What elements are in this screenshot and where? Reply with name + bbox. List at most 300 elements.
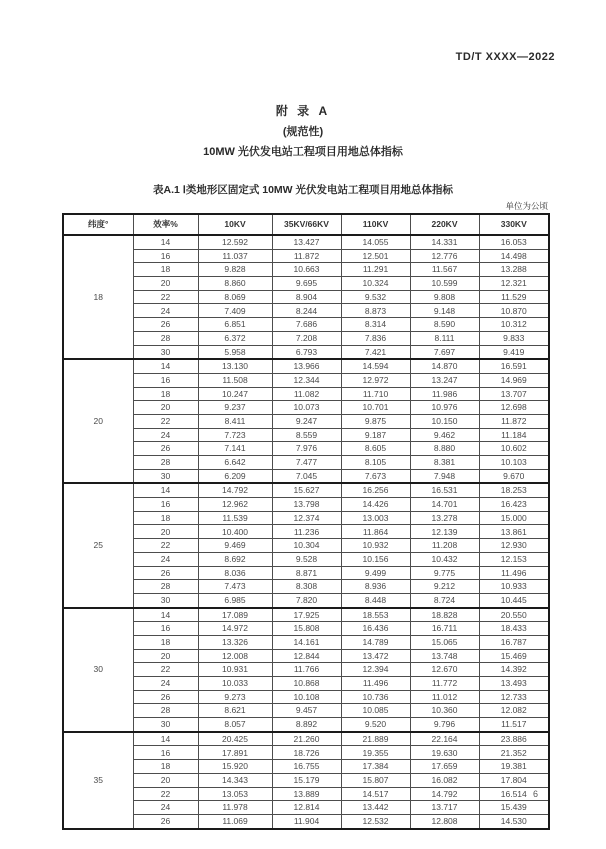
value-cell: 11.978	[198, 801, 272, 815]
efficiency-cell: 30	[133, 345, 198, 359]
value-cell: 10.933	[479, 580, 549, 594]
value-cell: 12.670	[410, 663, 479, 677]
value-cell: 10.400	[198, 525, 272, 539]
value-cell: 16.082	[410, 773, 479, 787]
value-cell: 13.326	[198, 635, 272, 649]
value-cell: 21.889	[341, 732, 410, 746]
table-row	[63, 566, 549, 580]
value-cell: 7.045	[272, 469, 341, 483]
efficiency-cell: 14	[133, 732, 198, 746]
value-cell: 16.787	[479, 635, 549, 649]
value-cell: 8.559	[272, 428, 341, 442]
value-cell: 7.686	[272, 318, 341, 332]
value-cell: 9.796	[410, 718, 479, 732]
table-row	[63, 428, 549, 442]
table-row	[63, 387, 549, 401]
table-row	[63, 677, 549, 691]
table-row	[63, 814, 549, 828]
appendix-heading: 10MW 光伏发电站工程项目用地总体指标	[203, 146, 403, 158]
value-cell: 9.532	[341, 290, 410, 304]
efficiency-cell: 28	[133, 580, 198, 594]
value-cell: 15.807	[341, 773, 410, 787]
value-cell: 11.710	[341, 387, 410, 401]
value-cell: 13.966	[272, 359, 341, 373]
value-cell: 11.037	[198, 249, 272, 263]
table-header	[63, 214, 549, 235]
value-cell: 11.529	[479, 290, 549, 304]
value-cell: 10.976	[410, 401, 479, 415]
value-cell: 12.776	[410, 249, 479, 263]
efficiency-cell: 24	[133, 801, 198, 815]
value-cell: 12.972	[341, 373, 410, 387]
efficiency-cell: 18	[133, 760, 198, 774]
table-row	[63, 760, 549, 774]
efficiency-cell: 22	[133, 787, 198, 801]
value-cell: 8.873	[341, 304, 410, 318]
value-cell: 12.153	[479, 552, 549, 566]
value-cell: 14.392	[479, 663, 549, 677]
value-cell: 17.089	[198, 608, 272, 622]
value-cell: 13.053	[198, 787, 272, 801]
table-row	[63, 649, 549, 663]
value-cell: 11.517	[479, 718, 549, 732]
value-cell: 12.698	[479, 401, 549, 415]
efficiency-cell: 18	[133, 263, 198, 277]
value-cell: 9.528	[272, 552, 341, 566]
value-cell: 10.445	[479, 593, 549, 607]
table-row	[63, 593, 549, 607]
value-cell: 14.792	[410, 787, 479, 801]
value-cell: 9.273	[198, 690, 272, 704]
value-cell: 20.550	[479, 608, 549, 622]
value-cell: 14.331	[410, 235, 479, 249]
efficiency-cell: 16	[133, 373, 198, 387]
value-cell: 21.352	[479, 746, 549, 760]
value-cell: 16.423	[479, 498, 549, 512]
value-cell: 10.599	[410, 277, 479, 291]
value-cell: 9.875	[341, 414, 410, 428]
table-row	[63, 622, 549, 636]
value-cell: 13.003	[341, 511, 410, 525]
value-cell: 10.033	[198, 677, 272, 691]
value-cell: 13.442	[341, 801, 410, 815]
value-cell: 8.605	[341, 442, 410, 456]
value-cell: 13.493	[479, 677, 549, 691]
value-cell: 8.111	[410, 331, 479, 345]
value-cell: 6.985	[198, 593, 272, 607]
efficiency-cell: 16	[133, 622, 198, 636]
column-header: 220KV	[410, 214, 479, 235]
table-row	[63, 277, 549, 291]
value-cell: 13.247	[410, 373, 479, 387]
value-cell: 14.055	[341, 235, 410, 249]
doc-code: TD/T XXXX—2022	[455, 51, 555, 63]
table-body	[63, 235, 549, 829]
value-cell: 9.462	[410, 428, 479, 442]
value-cell: 11.864	[341, 525, 410, 539]
value-cell: 8.105	[341, 456, 410, 470]
value-cell: 9.670	[479, 469, 549, 483]
value-cell: 10.324	[341, 277, 410, 291]
column-header: 110KV	[341, 214, 410, 235]
value-cell: 10.247	[198, 387, 272, 401]
table-row	[63, 414, 549, 428]
value-cell: 12.592	[198, 235, 272, 249]
efficiency-cell: 18	[133, 387, 198, 401]
value-cell: 8.448	[341, 593, 410, 607]
value-cell: 16.436	[341, 622, 410, 636]
value-cell: 9.828	[198, 263, 272, 277]
efficiency-cell: 24	[133, 677, 198, 691]
table-row	[63, 373, 549, 387]
column-header: 330KV	[479, 214, 549, 235]
value-cell: 11.069	[198, 814, 272, 828]
table-row	[63, 483, 549, 497]
page-number: 6	[533, 789, 539, 799]
value-cell: 9.775	[410, 566, 479, 580]
value-cell: 11.567	[410, 263, 479, 277]
value-cell: 14.498	[479, 249, 549, 263]
appendix-normative-label: (规范性)	[282, 126, 324, 138]
value-cell: 19.630	[410, 746, 479, 760]
table-row	[63, 263, 549, 277]
value-cell: 8.892	[272, 718, 341, 732]
value-cell: 20.425	[198, 732, 272, 746]
value-cell: 12.321	[479, 277, 549, 291]
value-cell: 18.828	[410, 608, 479, 622]
value-cell: 10.085	[341, 704, 410, 718]
table-row	[63, 359, 549, 373]
value-cell: 11.496	[341, 677, 410, 691]
efficiency-cell: 18	[133, 511, 198, 525]
appendix-title: 附 录 A	[275, 104, 331, 118]
value-cell: 6.642	[198, 456, 272, 470]
value-cell: 17.804	[479, 773, 549, 787]
efficiency-cell: 20	[133, 525, 198, 539]
value-cell: 13.717	[410, 801, 479, 815]
value-cell: 16.256	[341, 483, 410, 497]
efficiency-cell: 18	[133, 635, 198, 649]
value-cell: 9.499	[341, 566, 410, 580]
value-cell: 14.969	[479, 373, 549, 387]
value-cell: 8.590	[410, 318, 479, 332]
value-cell: 11.012	[410, 690, 479, 704]
table-row	[63, 787, 549, 801]
table-row	[63, 663, 549, 677]
table-row	[63, 580, 549, 594]
value-cell: 8.904	[272, 290, 341, 304]
value-cell: 8.871	[272, 566, 341, 580]
efficiency-cell: 26	[133, 690, 198, 704]
value-cell: 8.314	[341, 318, 410, 332]
value-cell: 7.477	[272, 456, 341, 470]
value-cell: 19.355	[341, 746, 410, 760]
value-cell: 10.736	[341, 690, 410, 704]
value-cell: 10.868	[272, 677, 341, 691]
table-row	[63, 235, 549, 249]
value-cell: 8.860	[198, 277, 272, 291]
value-cell: 12.844	[272, 649, 341, 663]
value-cell: 12.501	[341, 249, 410, 263]
value-cell: 8.036	[198, 566, 272, 580]
table-row	[63, 469, 549, 483]
value-cell: 8.411	[198, 414, 272, 428]
latitude-cell: 20	[63, 359, 133, 483]
indicator-table	[62, 213, 550, 830]
efficiency-cell: 24	[133, 552, 198, 566]
value-cell: 9.808	[410, 290, 479, 304]
value-cell: 22.164	[410, 732, 479, 746]
value-cell: 16.053	[479, 235, 549, 249]
value-cell: 10.312	[479, 318, 549, 332]
value-cell: 18.253	[479, 483, 549, 497]
table-row	[63, 331, 549, 345]
value-cell: 13.288	[479, 263, 549, 277]
efficiency-cell: 14	[133, 359, 198, 373]
efficiency-cell: 20	[133, 649, 198, 663]
table-row	[63, 552, 549, 566]
efficiency-cell: 26	[133, 318, 198, 332]
value-cell: 14.530	[479, 814, 549, 828]
value-cell: 11.184	[479, 428, 549, 442]
value-cell: 10.602	[479, 442, 549, 456]
value-cell: 7.409	[198, 304, 272, 318]
value-cell: 8.880	[410, 442, 479, 456]
efficiency-cell: 28	[133, 704, 198, 718]
value-cell: 8.621	[198, 704, 272, 718]
latitude-cell: 35	[63, 732, 133, 829]
value-cell: 10.103	[479, 456, 549, 470]
value-cell: 6.209	[198, 469, 272, 483]
value-cell: 10.931	[198, 663, 272, 677]
value-cell: 21.260	[272, 732, 341, 746]
value-cell: 17.891	[198, 746, 272, 760]
efficiency-cell: 26	[133, 442, 198, 456]
value-cell: 12.962	[198, 498, 272, 512]
value-cell: 16.711	[410, 622, 479, 636]
efficiency-cell: 30	[133, 469, 198, 483]
table-row	[63, 249, 549, 263]
value-cell: 12.374	[272, 511, 341, 525]
efficiency-cell: 26	[133, 566, 198, 580]
value-cell: 13.889	[272, 787, 341, 801]
value-cell: 10.150	[410, 414, 479, 428]
value-cell: 13.427	[272, 235, 341, 249]
value-cell: 7.673	[341, 469, 410, 483]
value-cell: 15.000	[479, 511, 549, 525]
value-cell: 12.930	[479, 539, 549, 553]
value-cell: 9.247	[272, 414, 341, 428]
table-row	[63, 746, 549, 760]
efficiency-cell: 28	[133, 331, 198, 345]
value-cell: 11.772	[410, 677, 479, 691]
value-cell: 8.308	[272, 580, 341, 594]
efficiency-cell: 30	[133, 593, 198, 607]
value-cell: 12.394	[341, 663, 410, 677]
value-cell: 18.726	[272, 746, 341, 760]
value-cell: 9.695	[272, 277, 341, 291]
value-cell: 10.932	[341, 539, 410, 553]
table-row	[63, 690, 549, 704]
efficiency-cell: 22	[133, 290, 198, 304]
value-cell: 12.344	[272, 373, 341, 387]
table-caption: 表A.1 Ⅰ类地形区固定式 10MW 光伏发电站工程项目用地总体指标	[152, 184, 454, 196]
value-cell: 9.237	[198, 401, 272, 415]
value-cell: 12.814	[272, 801, 341, 815]
value-cell: 17.384	[341, 760, 410, 774]
efficiency-cell: 22	[133, 414, 198, 428]
value-cell: 10.304	[272, 539, 341, 553]
table-row	[63, 704, 549, 718]
value-cell: 10.156	[341, 552, 410, 566]
value-cell: 9.148	[410, 304, 479, 318]
table-row	[63, 290, 549, 304]
unit-note: 单位为公顷	[505, 201, 548, 211]
value-cell: 10.108	[272, 690, 341, 704]
value-cell: 19.381	[479, 760, 549, 774]
efficiency-cell: 14	[133, 235, 198, 249]
value-cell: 6.372	[198, 331, 272, 345]
value-cell: 9.212	[410, 580, 479, 594]
value-cell: 14.594	[341, 359, 410, 373]
value-cell: 11.291	[341, 263, 410, 277]
latitude-cell: 18	[63, 235, 133, 359]
efficiency-cell: 16	[133, 498, 198, 512]
column-header: 10KV	[198, 214, 272, 235]
efficiency-cell: 14	[133, 483, 198, 497]
value-cell: 11.496	[479, 566, 549, 580]
value-cell: 16.531	[410, 483, 479, 497]
efficiency-cell: 28	[133, 456, 198, 470]
value-cell: 13.707	[479, 387, 549, 401]
table-row	[63, 345, 549, 359]
value-cell: 12.808	[410, 814, 479, 828]
value-cell: 8.381	[410, 456, 479, 470]
efficiency-cell: 20	[133, 773, 198, 787]
value-cell: 23.886	[479, 732, 549, 746]
value-cell: 6.851	[198, 318, 272, 332]
value-cell: 12.532	[341, 814, 410, 828]
table-row	[63, 801, 549, 815]
value-cell: 9.520	[341, 718, 410, 732]
value-cell: 10.701	[341, 401, 410, 415]
table-row	[63, 442, 549, 456]
value-cell: 15.469	[479, 649, 549, 663]
value-cell: 8.069	[198, 290, 272, 304]
value-cell: 8.244	[272, 304, 341, 318]
table-row	[63, 456, 549, 470]
value-cell: 8.057	[198, 718, 272, 732]
value-cell: 13.472	[341, 649, 410, 663]
value-cell: 14.792	[198, 483, 272, 497]
table-row	[63, 773, 549, 787]
value-cell: 9.419	[479, 345, 549, 359]
value-cell: 9.187	[341, 428, 410, 442]
value-cell: 17.925	[272, 608, 341, 622]
value-cell: 7.208	[272, 331, 341, 345]
efficiency-cell: 24	[133, 304, 198, 318]
efficiency-cell: 16	[133, 746, 198, 760]
value-cell: 18.433	[479, 622, 549, 636]
value-cell: 11.539	[198, 511, 272, 525]
value-cell: 7.141	[198, 442, 272, 456]
efficiency-cell: 20	[133, 277, 198, 291]
value-cell: 9.469	[198, 539, 272, 553]
value-cell: 11.872	[272, 249, 341, 263]
value-cell: 7.976	[272, 442, 341, 456]
value-cell: 14.343	[198, 773, 272, 787]
value-cell: 8.692	[198, 552, 272, 566]
value-cell: 9.833	[479, 331, 549, 345]
value-cell: 15.179	[272, 773, 341, 787]
table-row	[63, 304, 549, 318]
value-cell: 11.986	[410, 387, 479, 401]
table-row	[63, 511, 549, 525]
value-cell: 12.139	[410, 525, 479, 539]
value-cell: 13.278	[410, 511, 479, 525]
value-cell: 13.748	[410, 649, 479, 663]
value-cell: 14.789	[341, 635, 410, 649]
value-cell: 5.958	[198, 345, 272, 359]
table-row	[63, 635, 549, 649]
column-header: 纬度°	[63, 214, 133, 235]
value-cell: 15.627	[272, 483, 341, 497]
value-cell: 10.870	[479, 304, 549, 318]
value-cell: 12.082	[479, 704, 549, 718]
table-row	[63, 732, 549, 746]
latitude-cell: 25	[63, 483, 133, 607]
value-cell: 7.820	[272, 593, 341, 607]
table-row	[63, 718, 549, 732]
column-header: 效率%	[133, 214, 198, 235]
value-cell: 7.948	[410, 469, 479, 483]
value-cell: 6.793	[272, 345, 341, 359]
value-cell: 11.208	[410, 539, 479, 553]
value-cell: 14.161	[272, 635, 341, 649]
value-cell: 11.236	[272, 525, 341, 539]
value-cell: 13.798	[272, 498, 341, 512]
table-row	[63, 525, 549, 539]
value-cell: 14.870	[410, 359, 479, 373]
value-cell: 11.872	[479, 414, 549, 428]
value-cell: 7.421	[341, 345, 410, 359]
appendix-title-block	[0, 102, 606, 159]
value-cell: 16.591	[479, 359, 549, 373]
efficiency-cell: 22	[133, 663, 198, 677]
table-row	[63, 318, 549, 332]
value-cell: 15.065	[410, 635, 479, 649]
value-cell: 14.972	[198, 622, 272, 636]
efficiency-cell: 30	[133, 718, 198, 732]
value-cell: 8.724	[410, 593, 479, 607]
value-cell: 13.861	[479, 525, 549, 539]
table-row	[63, 401, 549, 415]
value-cell: 15.439	[479, 801, 549, 815]
value-cell: 14.517	[341, 787, 410, 801]
efficiency-cell: 16	[133, 249, 198, 263]
table-header-row	[63, 214, 549, 235]
value-cell: 11.082	[272, 387, 341, 401]
efficiency-cell: 20	[133, 401, 198, 415]
latitude-cell: 30	[63, 608, 133, 732]
table-row	[63, 608, 549, 622]
value-cell: 16.514	[479, 787, 549, 801]
value-cell: 8.936	[341, 580, 410, 594]
efficiency-cell: 14	[133, 608, 198, 622]
value-cell: 7.723	[198, 428, 272, 442]
efficiency-cell: 26	[133, 814, 198, 828]
efficiency-cell: 24	[133, 428, 198, 442]
